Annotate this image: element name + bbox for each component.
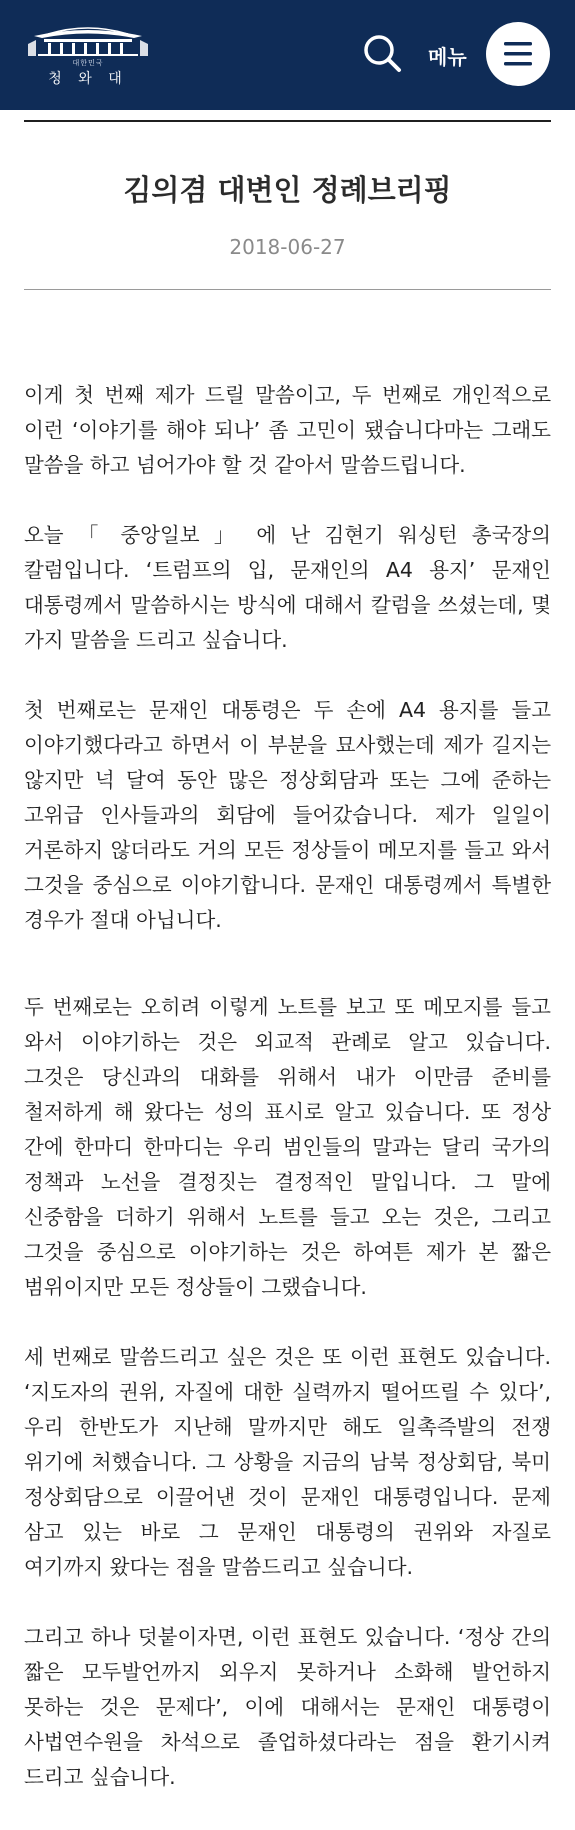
hamburger-menu-icon (504, 41, 532, 67)
menu-label[interactable]: 메뉴 (428, 45, 467, 69)
article-paragraph: 세 번째로 말씀드리고 싶은 것은 또 이런 표현도 있습니다. ‘지도자의 권위, 자질에 대한 실력까지 떨어뜨릴 수 있다’, 우리 한반도가 지난해 말까지만 해도 일촉즉발의 전쟁 위기에 처했습니다. 그 상황을 지금의 남북 정상회담, 북미 정상회담으로 이끌어낸 것이 문재인 대통령입니다. 문제 삼고 있는 바로 그 문재인 대통령의 권위와 자질로 여기까지 왔다는 점을 말씀드리고 싶습니다. (24, 1345, 551, 1579)
logo-subtitle: 대한민국 (72, 59, 104, 67)
search-icon (363, 34, 403, 74)
title-top-divider (24, 120, 551, 122)
logo-name: 청 와 대 (48, 71, 128, 87)
article-body (24, 378, 551, 1830)
menu-button[interactable] (486, 22, 550, 86)
title-bottom-divider (24, 289, 551, 290)
blue-house-roof-icon (26, 22, 150, 58)
article-title: 김의겸 대변인 정례브리핑 (123, 173, 452, 207)
article-date: 2018-06-27 (229, 235, 346, 259)
article-paragraph: 그리고 하나 덧붙이자면, 이런 표현도 있습니다. ‘정상 간의 짧은 모두발언까지 외우지 못하거나 소화해 발언하지 못하는 것은 문제다’, 이에 대해서는 문재인 대통령이 사법연수원을 차석으로 졸업하셨다라는 점을 환기시켜 드리고 싶습니다. (24, 1625, 551, 1789)
cheongwadae-logo[interactable] (26, 22, 150, 86)
search-button[interactable] (363, 34, 403, 74)
article-paragraph: 오늘 「 중앙일보 」 에 난 김현기 워싱턴 총국장의 칼럼입니다. ‘트럼프의 입, 문재인의 A4 용지’ 문재인 대통령께서 말씀하시는 방식에 대해서 칼럼을 쓰셨는데, 몇 가지 말씀을 드리고 싶습니다. (24, 523, 551, 652)
article-paragraph: 두 번째로는 오히려 이렇게 노트를 보고 또 메모지를 들고 와서 이야기하는 것은 외교적 관례로 알고 있습니다. 그것은 당신과의 대화를 위해서 내가 이만큼 준비를 철저하게 해 왔다는 성의 표시로 알고 있습니다. 또 정상 간에 한마디 한마디는 우리 범인들의 말과는 달리 국가의 정책과 노선을 결정짓는 결정적인 말입니다. 그 말에 신중함을 더하기 위해서 노트를 들고 오는 것은, 그리고 그것을 중심으로 이야기하는 것은 하여튼 제가 본 짧은 범위이지만 모든 정상들이 그랬습니다. (24, 995, 551, 1299)
article-paragraph: 첫 번째로는 문재인 대통령은 두 손에 A4 용지를 들고 이야기했다라고 하면서 이 부분을 묘사했는데 제가 길지는 않지만 넉 달여 동안 많은 정상회담과 또는 그에 준하는 고위급 인사들과의 회담에 들어갔습니다. 제가 일일이 거론하지 않더라도 거의 모든 정상들이 메모지를 들고 와서 그것을 중심으로 이야기합니다. 문재인 대통령께서 특별한 경우가 절대 아닙니다. (24, 698, 551, 932)
site-header (0, 0, 575, 110)
article-paragraph: 이게 첫 번째 제가 드릴 말씀이고, 두 번째로 개인적으로 이런 ‘이야기를 해야 되나’ 좀 고민이 됐습니다마는 그래도 말씀을 하고 넘어가야 할 것 같아서 말씀드립니다. (24, 383, 551, 477)
